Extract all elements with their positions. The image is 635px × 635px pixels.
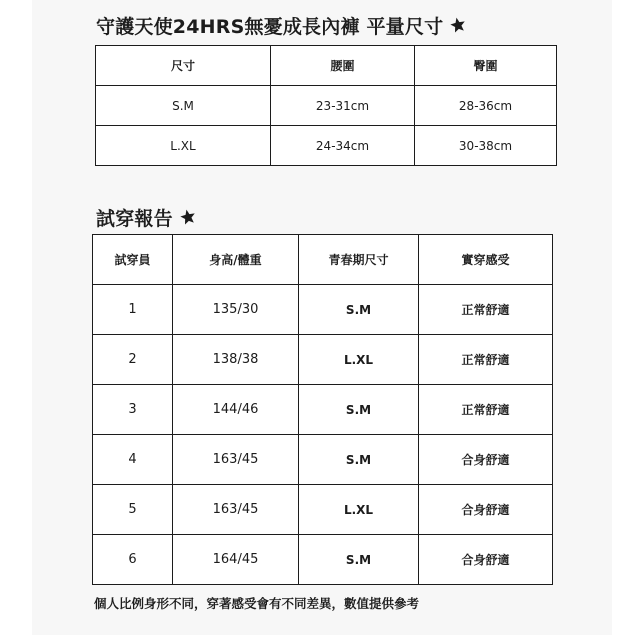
height-weight-cell: 144/46 xyxy=(173,385,299,435)
table-row xyxy=(93,535,553,585)
header-hip: 臀圍 xyxy=(415,46,557,86)
tester-cell: 3 xyxy=(93,385,173,435)
tester-cell: 5 xyxy=(93,485,173,535)
header-tester: 試穿員 xyxy=(93,235,173,285)
table-row xyxy=(93,335,553,385)
table-row xyxy=(96,126,557,166)
header-feel: 實穿感受 xyxy=(419,235,553,285)
waist-cell: 24-34cm xyxy=(271,126,415,166)
teen-size-cell: S.M xyxy=(299,385,419,435)
height-weight-cell: 163/45 xyxy=(173,485,299,535)
size-title-text: 守護天使24HRS無憂成長內褲 平量尺寸 xyxy=(96,15,444,38)
star-icon xyxy=(179,208,197,226)
height-weight-cell: 163/45 xyxy=(173,435,299,485)
header-teen-size: 青春期尺寸 xyxy=(299,235,419,285)
size-table-header xyxy=(96,46,557,86)
teen-size-cell: S.M xyxy=(299,435,419,485)
hip-cell: 28-36cm xyxy=(415,86,557,126)
header-waist: 腰圍 xyxy=(271,46,415,86)
size-section-title xyxy=(96,12,467,38)
header-size: 尺寸 xyxy=(96,46,271,86)
table-row xyxy=(93,435,553,485)
table-row xyxy=(93,285,553,335)
table-row xyxy=(93,385,553,435)
tester-cell: 6 xyxy=(93,535,173,585)
tester-cell: 1 xyxy=(93,285,173,335)
footnote: 個人比例身形不同，穿著感受會有不同差異，數值提供參考 xyxy=(94,596,420,611)
size-cell: S.M xyxy=(96,86,271,126)
tester-cell: 4 xyxy=(93,435,173,485)
trial-section-title xyxy=(96,204,197,230)
teen-size-cell: S.M xyxy=(299,285,419,335)
trial-title-text: 試穿報告 xyxy=(96,207,173,230)
teen-size-cell: L.XL xyxy=(299,335,419,385)
hip-cell: 30-38cm xyxy=(415,126,557,166)
feel-cell: 合身舒適 xyxy=(419,485,553,535)
height-weight-cell: 135/30 xyxy=(173,285,299,335)
size-cell: L.XL xyxy=(96,126,271,166)
height-weight-cell: 164/45 xyxy=(173,535,299,585)
feel-cell: 正常舒適 xyxy=(419,385,553,435)
table-row xyxy=(93,485,553,535)
feel-cell: 合身舒適 xyxy=(419,535,553,585)
feel-cell: 正常舒適 xyxy=(419,335,553,385)
teen-size-cell: S.M xyxy=(299,535,419,585)
table-row xyxy=(96,86,557,126)
tester-cell: 2 xyxy=(93,335,173,385)
teen-size-cell: L.XL xyxy=(299,485,419,535)
trial-table xyxy=(92,234,553,585)
feel-cell: 正常舒適 xyxy=(419,285,553,335)
size-table xyxy=(95,45,557,166)
trial-table-header xyxy=(93,235,553,285)
star-icon xyxy=(449,16,467,34)
header-height-weight: 身高/體重 xyxy=(173,235,299,285)
feel-cell: 合身舒適 xyxy=(419,435,553,485)
height-weight-cell: 138/38 xyxy=(173,335,299,385)
waist-cell: 23-31cm xyxy=(271,86,415,126)
